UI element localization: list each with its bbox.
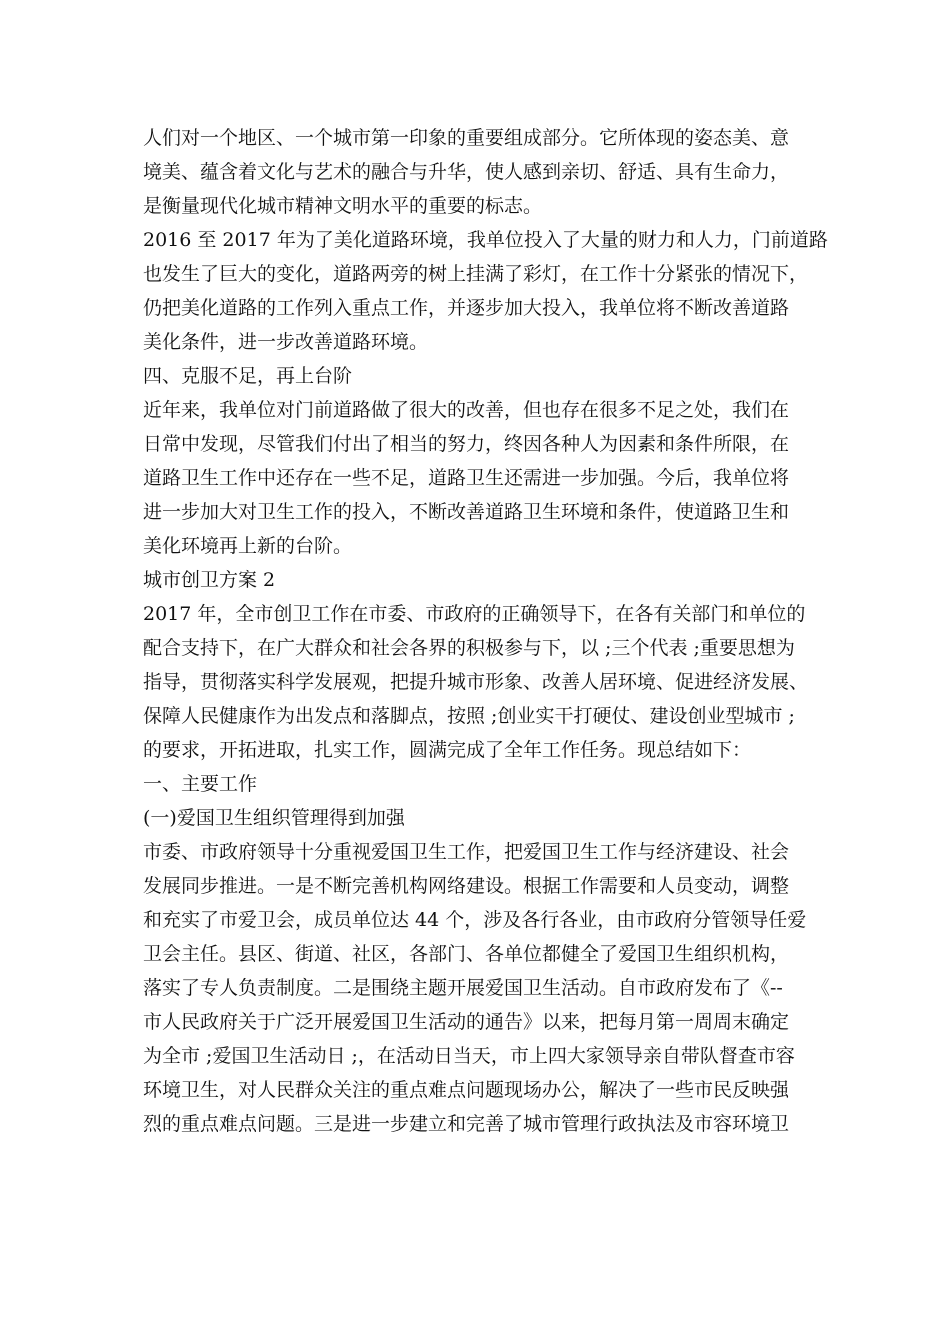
document-title: 城市创卫方案 2 <box>143 569 276 591</box>
text-line: 进一步加大对卫生工作的投入，不断改善道路卫生环境和条件，使道路卫生和 <box>143 501 790 523</box>
text-line: 是衡量现代化城市精神文明水平的重要的标志。 <box>143 195 543 217</box>
text-line: 市人民政府关于广泛开展爱国卫生活动的通告》以来，把每月第一周周末确定 <box>143 1011 790 1033</box>
text-line: 市委、市政府领导十分重视爱国卫生工作，把爱国卫生工作与经济建设、社会 <box>143 841 790 863</box>
text-line: 2017 年，全市创卫工作在市委、市政府的正确领导下，在各有关部门和单位的 <box>143 603 806 625</box>
text-line: 仍把美化道路的工作列入重点工作，并逐步加大投入，我单位将不断改善道路 <box>143 297 790 319</box>
text-line: 道路卫生工作中还存在一些不足，道路卫生还需进一步加强。今后，我单位将 <box>143 467 790 489</box>
text-line: 美化条件，进一步改善道路环境。 <box>143 331 429 353</box>
text-line: 烈的重点难点问题。三是进一步建立和完善了城市管理行政执法及市容环境卫 <box>143 1113 790 1135</box>
text-line: 也发生了巨大的变化，道路两旁的树上挂满了彩灯，在工作十分紧张的情况下， <box>143 263 809 285</box>
text-line: 的要求，开拓进取，扎实工作，圆满完成了全年工作任务。现总结如下： <box>143 739 752 761</box>
text-line: 指导，贯彻落实科学发展观，把提升城市形象、改善人居环境、促进经济发展、 <box>143 671 809 693</box>
text-line: 卫会主任。县区、街道、社区，各部门、各单位都健全了爱国卫生组织机构， <box>143 943 790 965</box>
text-line: 日常中发现，尽管我们付出了相当的努力，终因各种人为因素和条件所限，在 <box>143 433 790 455</box>
section-heading: 四、克服不足，再上台阶 <box>143 365 353 387</box>
text-line: 人们对一个地区、一个城市第一印象的重要组成部分。它所体现的姿态美、意 <box>143 127 790 149</box>
text-line: 发展同步推进。一是不断完善机构网络建设。根据工作需要和人员变动，调整 <box>143 875 790 897</box>
subsection-heading: (一)爱国卫生组织管理得到加强 <box>143 807 405 829</box>
text-line: 保障人民健康作为出发点和落脚点，按照 ;创业实干打硬仗、建设创业型城市 ; <box>143 705 795 727</box>
text-line: 配合支持下，在广大群众和社会各界的积极参与下，以 ;三个代表 ;重要思想为 <box>143 637 795 659</box>
text-line: 近年来，我单位对门前道路做了很大的改善，但也存在很多不足之处，我们在 <box>143 399 790 421</box>
text-line: 为全市 ;爱国卫生活动日 ;，在活动日当天，市上四大家领导亲自带队督查市容 <box>143 1045 795 1067</box>
section-heading: 一、主要工作 <box>143 773 258 795</box>
text-line: 美化环境再上新的台阶。 <box>143 535 353 557</box>
text-line: 落实了专人负责制度。二是围绕主题开展爱国卫生活动。自市政府发布了《-- <box>143 977 783 999</box>
text-line: 和充实了市爱卫会，成员单位达 44 个，涉及各行各业，由市政府分管领导任爱 <box>143 909 807 931</box>
document-body <box>143 121 833 1141</box>
text-line: 2016 至 2017 年为了美化道路环境，我单位投入了大量的财力和人力，门前道路 <box>143 229 828 251</box>
text-line: 境美、蕴含着文化与艺术的融合与升华，使人感到亲切、舒适、具有生命力， <box>143 161 790 183</box>
text-line: 环境卫生，对人民群众关注的重点难点问题现场办公，解决了一些市民反映强 <box>143 1079 790 1101</box>
